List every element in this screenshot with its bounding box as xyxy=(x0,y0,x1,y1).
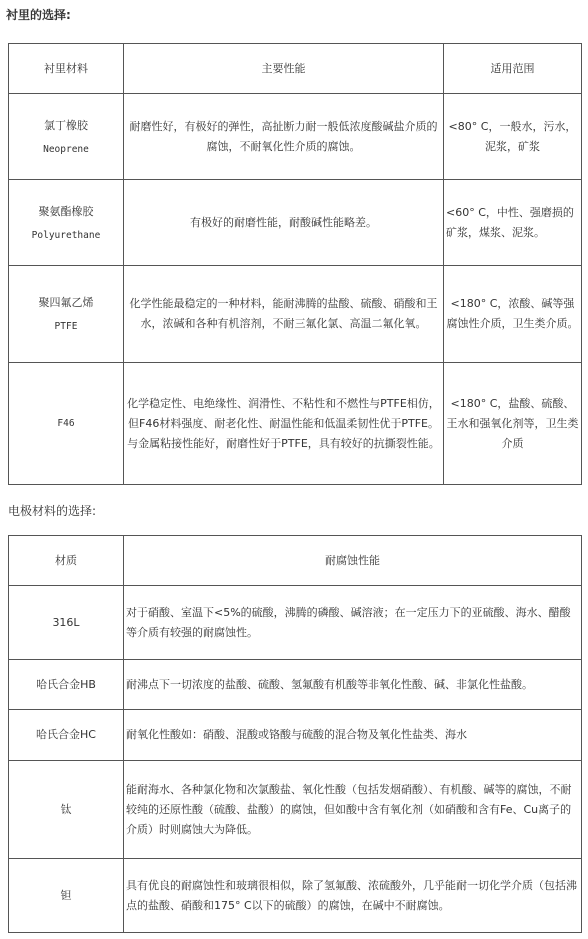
header-main-performance: 主要性能 xyxy=(124,44,444,94)
table-row xyxy=(9,180,582,266)
performance-cell: 能耐海水、各种氯化物和次氯酸盐、氧化性酸（包括发烟硝酸）、有机酸、碱等的腐蚀，不耐较纯的还原性酸（硫酸、盐酸）的腐蚀，但如酸中含有氧化剂（如硝酸和含有Fe、Cu离子的介质）时则腐蚀大为降低。 xyxy=(124,761,582,859)
material-cell xyxy=(9,363,124,485)
performance-cell: 具有优良的耐腐蚀性和玻璃很相似，除了氢氟酸、浓硫酸外，几乎能耐一切化学介质（包括沸点的盐酸、硝酸和175° C以下的硫酸）的腐蚀，在碱中不耐腐蚀。 xyxy=(124,859,582,933)
performance-cell: 有极好的耐磨性能，耐酸碱性能略差。 xyxy=(124,180,444,266)
material-cell: 钽 xyxy=(9,859,124,933)
performance-cell: 对于硝酸、室温下<5%的硫酸，沸腾的磷酸、碱溶液；在一定压力下的亚硫酸、海水、醋酸等介质有较强的耐腐蚀性。 xyxy=(124,586,582,660)
material-cell xyxy=(9,266,124,363)
material-name-en: Neoprene xyxy=(43,143,89,155)
electrode-section-title: 电极材料的选择: xyxy=(8,504,97,518)
material-name: 氯丁橡胶 xyxy=(44,118,88,132)
material-cell xyxy=(9,180,124,266)
material-name-en: F46 xyxy=(57,417,75,429)
material-cell: 钛 xyxy=(9,761,124,859)
performance-cell: 化学性能最稳定的一种材料，能耐沸腾的盐酸、硫酸、硝酸和王水，浓碱和各种有机溶剂，不耐三氟化氯、高温二氟化氧。 xyxy=(124,266,444,363)
table-row xyxy=(9,710,582,761)
range-cell: <60° C，中性、强磨损的矿浆，煤浆、泥浆。 xyxy=(444,180,582,266)
header-lining-material: 衬里材料 xyxy=(9,44,124,94)
electrode-table xyxy=(8,535,582,933)
table-row xyxy=(9,363,582,485)
range-cell: <80° C，一般水，污水，泥浆，矿浆 xyxy=(444,94,582,180)
table-row xyxy=(9,94,582,180)
material-cell: 哈氏合金HC xyxy=(9,710,124,761)
material-name-en: PTFE xyxy=(54,321,78,332)
performance-cell: 耐磨性好，有极好的弹性，高扯断力耐一般低浓度酸碱盐介质的腐蚀，不耐氧化性介质的腐蚀。 xyxy=(124,94,444,180)
electrode-table-header-row xyxy=(9,536,582,586)
lining-section-title: 衬里的选择: xyxy=(6,8,71,22)
table-row xyxy=(9,660,582,710)
material-name: 聚氨酯橡胶 xyxy=(38,204,94,218)
header-application-range: 适用范围 xyxy=(444,44,582,94)
range-cell: <180° C，浓酸、碱等强腐蚀性介质，卫生类介质。 xyxy=(444,266,582,363)
performance-cell: 耐氧化性酸如：硝酸、混酸或铬酸与硫酸的混合物及氧化性盐类、海水 xyxy=(124,710,582,761)
material-cell: 316L xyxy=(9,586,124,660)
material-name-en: Polyurethane xyxy=(31,229,101,241)
table-row xyxy=(9,266,582,363)
performance-cell: 化学稳定性、电绝缘性、润滑性、不粘性和不燃性与PTFE相仿，但F46材料强度、耐老化性、耐温性能和低温柔韧性优于PTFE。与金属粘接性能好，耐磨性好于PTFE，具有较好的抗撕裂性能。 xyxy=(124,363,444,485)
material-cell xyxy=(9,94,124,180)
table-row xyxy=(9,761,582,859)
material-name: 聚四氟乙烯 xyxy=(38,296,94,309)
performance-cell: 耐沸点下一切浓度的盐酸、硫酸、氢氟酸有机酸等非氧化性酸、碱、非氯化性盐酸。 xyxy=(124,660,582,710)
table-row xyxy=(9,859,582,933)
header-corrosion-resistance: 耐腐蚀性能 xyxy=(124,536,582,586)
lining-table xyxy=(8,43,582,485)
range-cell: <180° C，盐酸、硫酸、王水和强氧化剂等，卫生类介质 xyxy=(444,363,582,485)
material-cell: 哈氏合金HB xyxy=(9,660,124,710)
header-material: 材质 xyxy=(9,536,124,586)
table-row xyxy=(9,586,582,660)
lining-table-header-row xyxy=(9,44,582,94)
